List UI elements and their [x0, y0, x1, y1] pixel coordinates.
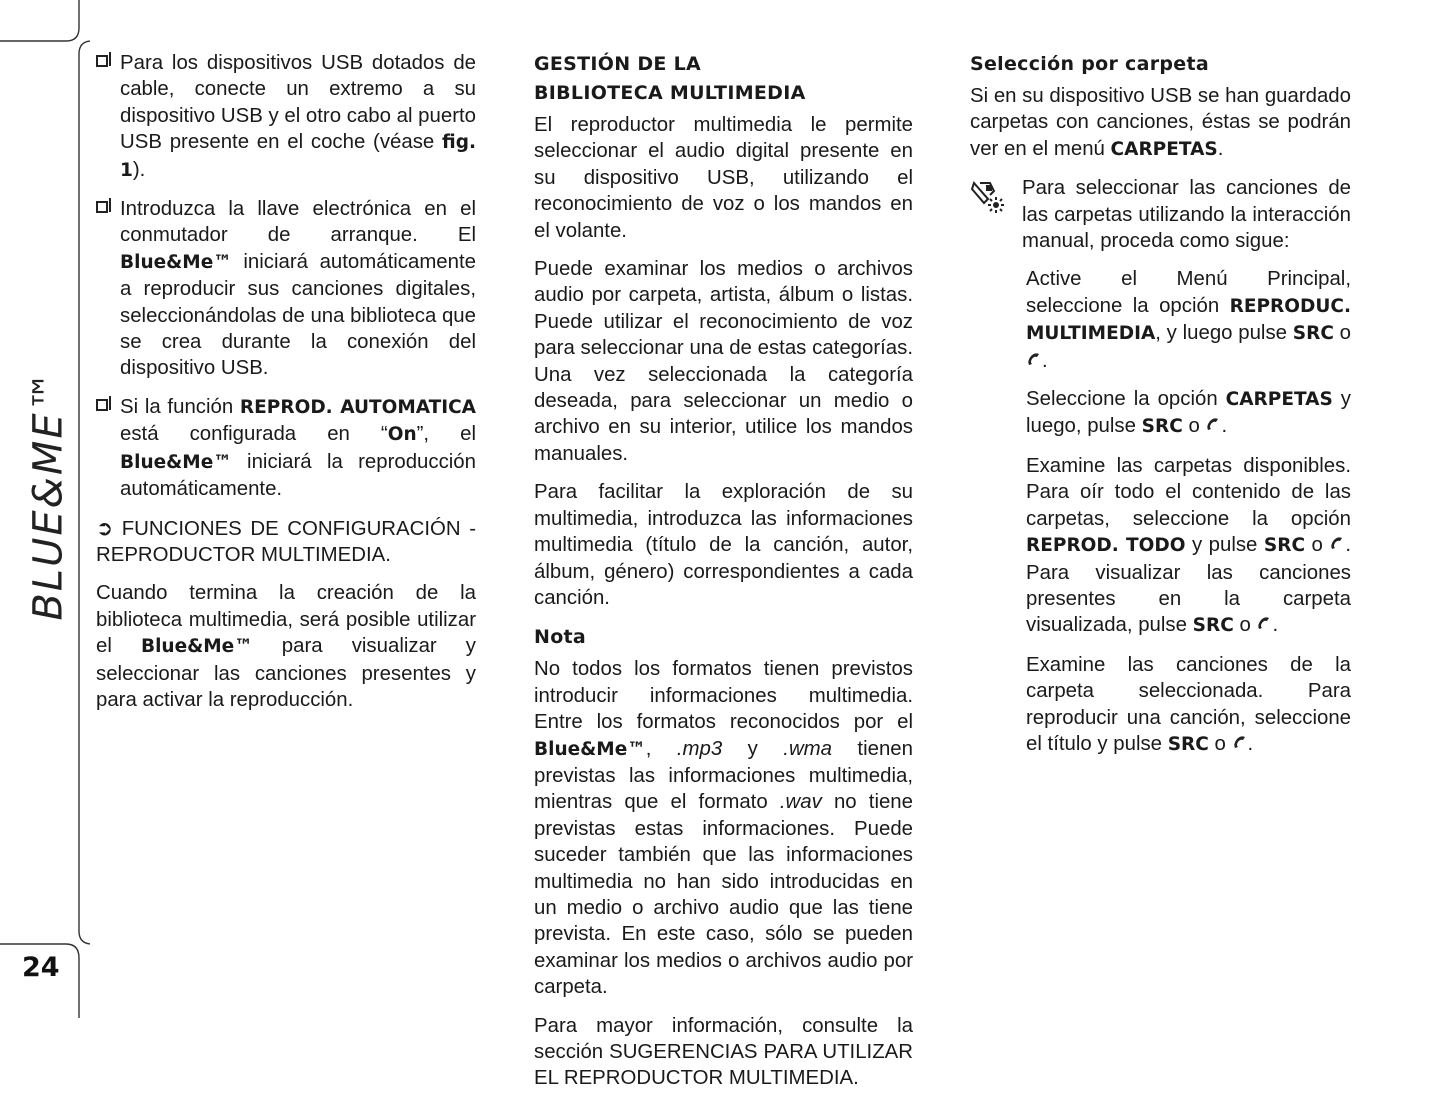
checkbox-bullet-icon [96, 55, 108, 67]
bullet-autoplay: Si la función REPROD. AUTOMATICA está configurada en “On”, el Blue&Me™ iniciará la reproducción automáticamente. [96, 394, 476, 503]
checkbox-bullet-icon [96, 399, 108, 411]
phone-icon [1329, 536, 1345, 552]
nota-heading: Nota [534, 626, 587, 649]
step-3: Examine las carpetas disponibles. Para oír todo el contenido de las carpetas, seleccione la opción REPROD. TODO y pulse SRC o . Para visualizar las canciones presentes en la carpeta visualizada, pulse SRC o . [1026, 454, 1352, 637]
step-1: Active el Menú Principal, seleccione la opción REPRODUC. MULTIMEDIA, y luego pulse SRC o . [1026, 268, 1351, 372]
checkbox-bullet-icon [96, 201, 108, 213]
note-paragraph: Para seleccionar las canciones de las carpetas utilizando la interacción manual, proceda como sigue: [1022, 177, 1351, 253]
step-4: Examine las canciones de la carpeta seleccionada. Para reproducir una canción, seleccione el título y pulse SRC o . [1026, 653, 1351, 755]
page-number: 24 [22, 952, 60, 983]
section-heading: Selección por carpeta [970, 53, 1209, 75]
phone-icon [1205, 417, 1221, 433]
column-1 [96, 50, 476, 725]
paragraph: El reproductor multimedia le permite seleccionar el audio digital presente en su dispositivo USB, utilizando el reconocimiento de voz o los mandos en el volante. [534, 114, 913, 242]
paragraph: Para facilitar la exploración de su multimedia, introduzca las informaciones multimedia (título de la canción, autor, álbum, género) correspondientes a cada canción. [534, 481, 913, 609]
bullet-ignition-key: Introduzca la llave electrónica en el conmutador de arranque. El Blue&Me™ iniciará automáticamente a reproducir sus canciones digitales, seleccionándolas de una biblioteca que se crea durante la conexión del dispositivo USB. [96, 196, 476, 382]
bullet-usb-cable: Para los dispositivos USB dotados de cable, conecte un extremo a su dispositivo USB y el otro cabo al puerto USB presente en el coche (véase fig. 1). [96, 50, 476, 184]
column-2 [534, 50, 913, 1104]
paragraph: Puede examinar los medios o archivos audio por carpeta, artista, álbum o listas. Puede utilizar el reconocimiento de voz para seleccionar una de estas categorías. Una vez seleccionada la categoría deseada, para seleccionar un medio o archivo en su interior, utilice los mandos manuales. [534, 258, 913, 465]
hand-pointer-note-icon [970, 179, 1010, 219]
cross-reference: ➲ FUNCIONES DE CONFIGURACIÓN - REPRODUCTOR MULTIMEDIA. [96, 515, 476, 566]
phone-icon [1232, 735, 1248, 751]
phone-icon [1026, 352, 1042, 368]
section-heading: GESTIÓN DE LA BIBLIOTECA MULTIMEDIA [534, 53, 806, 104]
brand-logo: BLUE&ME™ [26, 369, 73, 621]
paragraph: Si en su dispositivo USB se han guardado carpetas con canciones, éstas se podrán ver en el menú CARPETAS. [970, 85, 1351, 160]
arrow-icon: ➲ [96, 515, 114, 540]
step-2: Seleccione la opción CARPETAS y luego, pulse SRC o . [1026, 388, 1351, 438]
library-paragraph: Cuando termina la creación de la biblioteca multimedia, será posible utilizar el Blue&Me™ para visualizar y seleccionar las canciones presentes y para activar la reproducción. [96, 582, 476, 711]
nota-paragraph: No todos los formatos tienen previstos introducir informaciones multimedia. Entre los formatos reconocidos por el Blue&Me™, .mp3 y .wma tienen previstas las informaciones multimedia, mientras que el formato .wav no tiene previstas estas informaciones. Puede suceder también que las informaciones multimedia no han sido introducidas en un medio o archivo audio que las tiene prevista. En este caso, sólo se pueden examinar los medios o archivos audio por carpeta. [534, 658, 913, 999]
manual-note [970, 175, 1351, 254]
phone-icon [1256, 616, 1272, 632]
column-3 [970, 50, 1351, 770]
paragraph: Para mayor información, consulte la sección SUGERENCIAS PARA UTILIZAR EL REPRODUCTOR MULTIMEDIA. [534, 1014, 913, 1090]
